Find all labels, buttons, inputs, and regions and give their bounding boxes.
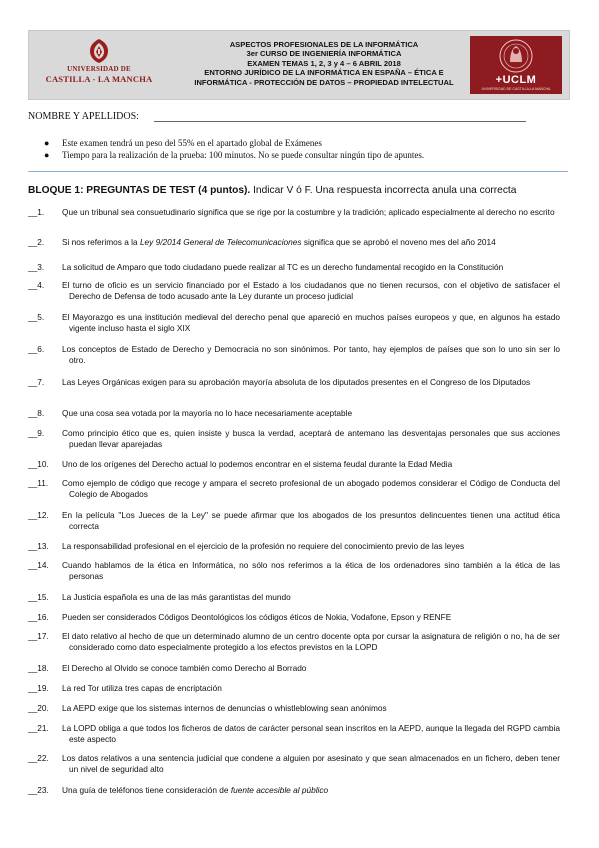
question-text: Que un tribunal sea consuetudinario significa que se rige por la costumbre y la tradición; aplicado especialmente al derecho no escrito — [62, 207, 555, 217]
question-item[interactable] — [28, 560, 560, 581]
question-item[interactable] — [28, 683, 560, 694]
question-item[interactable] — [28, 312, 560, 333]
question-item[interactable] — [28, 612, 560, 623]
section-instructions: Indicar V ó F. Una respuesta incorrecta anula una correcta — [253, 185, 517, 196]
question-item[interactable] — [28, 592, 560, 603]
question-item[interactable] — [28, 280, 560, 301]
question-text: Cuando hablamos de la ética en Informática, no sólo nos referimos a la ética de los ordenadores sino también a la ética de las personas — [62, 560, 560, 581]
question-item[interactable] — [28, 344, 560, 365]
question-text: La solicitud de Amparo que todo ciudadano puede realizar al TC es un derecho fundamental recogido en la Constitución — [62, 262, 504, 272]
question-item[interactable] — [28, 663, 560, 674]
answer-blank[interactable]: __9. — [28, 428, 45, 438]
answer-blank[interactable]: __22. — [28, 753, 49, 763]
answer-blank[interactable]: __15. — [28, 592, 49, 602]
emphasized-term: fuente accesible al público — [230, 785, 329, 795]
question-text: Los datos relativos a una sentencia judicial que condene a alguien por asesinato y que sean almacenados en un fichero, deben tener un nivel de seguridad alto — [62, 753, 560, 774]
question-text: Las Leyes Orgánicas exigen para su aprobación mayoría absoluta de los diputados presentes en el Congreso de los Diputados — [62, 377, 531, 387]
instruction-text: Tiempo para la realización de la prueba: 100 minutos. No se puede consultar ningún tipo de apuntes. — [62, 150, 425, 160]
answer-blank[interactable]: __19. — [28, 683, 49, 693]
question-text: La LOPD obliga a que todos los ficheros de datos de carácter personal sean inscritos en la AEPD, aunque la llegada del RGPD cambia este aspecto — [62, 723, 560, 744]
seal-text: +UCLM — [495, 74, 537, 86]
question-text: El turno de oficio es un servicio financiado por el Estado a los ciudadanos que no tienen recursos, con el objetivo de satisfacer el Derecho de Defensa de todo acusado ante la Ley durante un proceso judicial — [62, 280, 560, 301]
section-divider — [28, 171, 568, 172]
header-line-exam: EXAMEN TEMAS 1, 2, 3 y 4 – 6 ABRIL 2018 — [247, 58, 401, 68]
question-item[interactable] — [28, 723, 560, 744]
question-text-part: significa que se aprobó el noveno mes del año 2014 — [301, 237, 496, 247]
university-name-bottom: CASTILLA - LA MANCHA — [45, 74, 153, 84]
answer-blank[interactable]: __8. — [28, 408, 45, 418]
question-text: En la película "Los Jueces de la Ley" se puede afirmar que los abogados de los presuntos delincuentes tienen una actitud ética correcta — [62, 510, 560, 531]
question-text — [62, 785, 560, 796]
question-item[interactable] — [28, 510, 560, 531]
header-title-block — [179, 40, 469, 87]
answer-blank[interactable]: __18. — [28, 663, 49, 673]
question-text: El Derecho al Olvido se conoce también como Derecho al Borrado — [62, 663, 307, 673]
question-text: Los conceptos de Estado de Derecho y Democracia no son sinónimos. Por tanto, hay ejemplos de países que son lo uno sin ser lo otro. — [62, 344, 560, 365]
answer-blank[interactable]: __12. — [28, 510, 49, 520]
question-item[interactable] — [28, 207, 560, 218]
name-write-line[interactable] — [154, 121, 526, 122]
answer-blank[interactable]: __13. — [28, 541, 49, 551]
section-heading — [28, 185, 568, 196]
answer-blank[interactable]: __3. — [28, 262, 45, 272]
answer-blank[interactable]: __6. — [28, 344, 45, 354]
question-text-part: Una guía de teléfonos tiene consideración de — [62, 785, 231, 795]
instruction-text: Este examen tendrá un peso del 55% en el apartado global de Exámenes — [62, 138, 322, 148]
answer-blank[interactable]: __21. — [28, 723, 49, 733]
question-text: Pueden ser considerados Códigos Deontológicos los códigos éticos de Nokia, Vodafone, Epson y RENFE — [62, 612, 452, 622]
answer-blank[interactable]: __14. — [28, 560, 49, 570]
answer-blank[interactable]: __10. — [28, 459, 49, 469]
answer-blank[interactable]: __2. — [28, 237, 45, 247]
bullet-icon: ● — [44, 150, 50, 160]
question-item[interactable] — [28, 785, 560, 796]
answer-blank[interactable]: __11. — [28, 478, 49, 488]
header-line-subject: ASPECTOS PROFESIONALES DE LA INFORMÁTICA — [229, 40, 419, 49]
bullet-icon: ● — [44, 138, 50, 148]
question-text: La responsabilidad profesional en el ejercicio de la profesión no requiere del conocimiento previo de las leyes — [62, 541, 465, 551]
question-text — [62, 237, 560, 248]
list-item — [44, 149, 564, 161]
question-item[interactable] — [28, 237, 560, 248]
section-title: BLOQUE 1: PREGUNTAS DE TEST (4 puntos). — [28, 185, 251, 196]
seal-subtext: UNIVERSIDAD DE CASTILLA-LA MANCHA — [481, 87, 551, 91]
question-text: Uno de los orígenes del Derecho actual lo podemos encontrar en el sistema feudal durante la Edad Media — [62, 459, 453, 469]
instructions-list — [44, 137, 564, 161]
answer-blank[interactable]: __7. — [28, 377, 45, 387]
question-item[interactable] — [28, 408, 560, 419]
question-text: La AEPD exige que los sistemas internos de denuncias o whistleblowing sean anónimos — [62, 703, 387, 713]
question-text: El dato relativo al hecho de que un determinado alumno de un centro docente opta por cursar la asignatura de religión o no, ha de ser considerado como dato especialmente protegido a los efectos previstos en la LOPD — [62, 631, 560, 652]
answer-blank[interactable]: __5. — [28, 312, 45, 322]
uclm-seal-logo — [470, 36, 562, 94]
question-item[interactable] — [28, 753, 560, 774]
question-item[interactable] — [28, 459, 560, 470]
law-name: Ley 9/2014 General de Telecomunicaciones — [139, 237, 302, 247]
question-text: El Mayorazgo es una institución medieval del derecho penal que apareció en muchos países europeos y que, en algunos ha estado vigente incluso hasta el siglo XIX — [62, 312, 560, 333]
uclm-logo-left — [35, 36, 163, 94]
question-text: Como ejemplo de código que recoge y ampara el secreto profesional de un abogado podemos considerar el Código de Conducta del Colegio de Abogados — [62, 478, 560, 499]
question-item[interactable] — [28, 541, 560, 552]
answer-blank[interactable]: __1. — [28, 207, 45, 217]
question-item[interactable] — [28, 631, 560, 652]
university-name-top: UNIVERSIDAD DE — [67, 65, 131, 73]
question-text: Que una cosa sea votada por la mayoría no lo hace necesariamente aceptable — [62, 408, 353, 418]
question-text: La Justicia española es una de las más garantistas del mundo — [62, 592, 291, 602]
question-item[interactable] — [28, 262, 560, 273]
header-line-topics-2: INFORMÁTICA - PROTECCIÓN DE DATOS – PROPIEDAD INTELECTUAL — [194, 77, 454, 87]
exam-header — [28, 30, 570, 100]
question-item[interactable] — [28, 703, 560, 714]
question-text: La red Tor utiliza tres capas de encriptación — [62, 683, 222, 693]
list-item — [44, 137, 564, 149]
question-item[interactable] — [28, 377, 560, 388]
question-item[interactable] — [28, 428, 560, 449]
uclm-crest-icon — [87, 38, 111, 64]
answer-blank[interactable]: __23. — [28, 785, 49, 795]
answer-blank[interactable]: __20. — [28, 703, 49, 713]
question-text-part: Si nos referimos a la — [62, 237, 140, 247]
name-label: NOMBRE Y APELLIDOS: — [28, 111, 139, 122]
header-line-course: 3er CURSO DE INGENIERÍA INFORMÁTICA — [246, 49, 402, 59]
answer-blank[interactable]: __17. — [28, 631, 49, 641]
header-line-topics-1: ENTORNO JURÍDICO DE LA INFORMÁTICA EN ESPAÑA – ÉTICA E — [204, 68, 444, 78]
answer-blank[interactable]: __16. — [28, 612, 49, 622]
question-text: Como principio ético que es, quien insiste y busca la verdad, aceptará de antemano las desventajas personales que sus acciones puedan llevar aparejadas — [62, 428, 560, 449]
question-item[interactable] — [28, 478, 560, 499]
answer-blank[interactable]: __4. — [28, 280, 45, 290]
